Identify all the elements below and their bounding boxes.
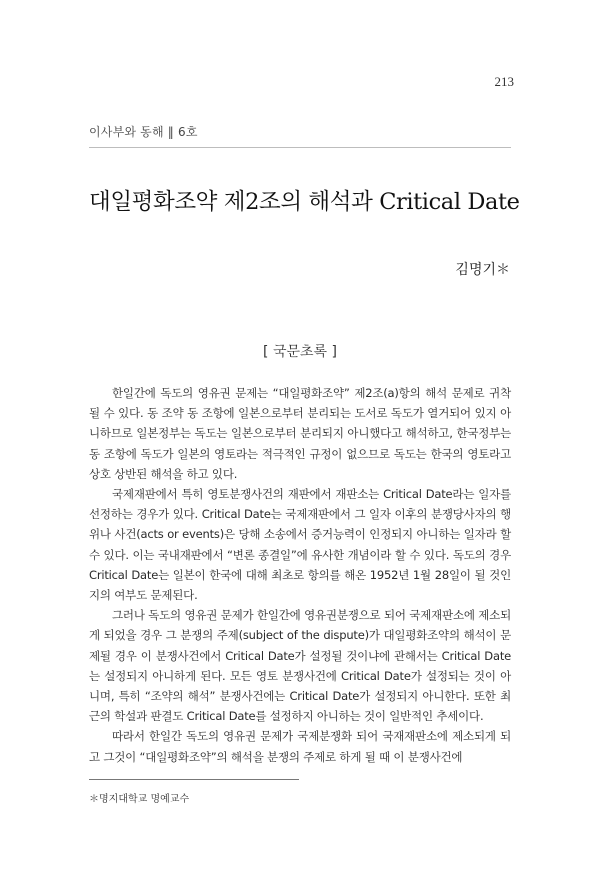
page-number: 213	[494, 74, 514, 89]
abstract-body	[89, 383, 511, 767]
footnote: ＊명지대학교 명예교수	[89, 794, 190, 805]
running-head: 이사부와 동해 ‖ 6호	[89, 125, 198, 139]
footnote-divider	[89, 779, 299, 780]
author-name: 김명기＊	[455, 262, 510, 278]
abstract-paragraph: 한일간에 독도의 영유권 문제는 “대일평화조약” 제2조(a)항의 해석 문제로 귀착될 수 있다. 동 조약 동 조항에 일본으로부터 분리되는 도서로 독도가 열거되어 있지 아니하므로 일본정부는 독도는 일본으로부터 분리되지 아니했다고 해석하고, 한국정부는 동 조항에 독도가 일본의 영토라는 적극적인 규정이 없으므로 독도는 한국의 영토라고 상호 상반된 해석을 하고 있다.	[89, 386, 511, 481]
abstract-paragraph: 국제재판에서 특히 영토분쟁사건의 재판에서 재판소는 Critical Date라는 일자를 선정하는 경우가 있다. Critical Date는 국제재판에서 그 일자 이후의 분쟁당사자의 행위나 사건(acts or events)은 당해 소송에서 증거능력이 인정되지 아니하는 일자라 할 수 있다. 이는 국내재판에서 “변론 종결일”에 유사한 개념이라 할 수 있다. 독도의 경우 Critical Date는 일본이 한국에 대해 최초로 항의를 해온 1952년 1월 28일이 될 것인지의 여부도 문제된다.	[89, 487, 511, 603]
abstract-paragraph: 따라서 한일간 독도의 영유권 문제가 국제분쟁화 되어 국재재판소에 제소되게 되고 그것이 “대일평화조약”의 해석을 분쟁의 주제로 하게 될 때 이 분쟁사건에	[89, 729, 511, 764]
abstract-paragraph: 그러나 독도의 영유권 문제가 한일간에 영유권분쟁으로 되어 국제재판소에 제소되게 되었을 경우 그 분쟁의 주제(subject of the dispute)가 대일평화조약의 해석이 문제될 경우 이 분쟁사건에서 Critical Date가 설정될 것이냐에 관해서는 Critical Date는 설정되지 아니하게 된다. 모든 영토 분쟁사건에 Critical Date가 설정되는 것이 아니며, 특히 “조약의 해석” 분쟁사건에는 Critical Date가 설정되지 아니한다. 또한 최근의 학설과 판결도 Critical Date를 설정하지 아니하는 것이 일반적인 추세이다.	[89, 608, 511, 724]
article-title: 대일평화조약 제2조의 해석과 Critical Date	[89, 189, 520, 215]
abstract-heading: [ 국문초록 ]	[263, 344, 337, 360]
header-divider	[89, 147, 511, 148]
